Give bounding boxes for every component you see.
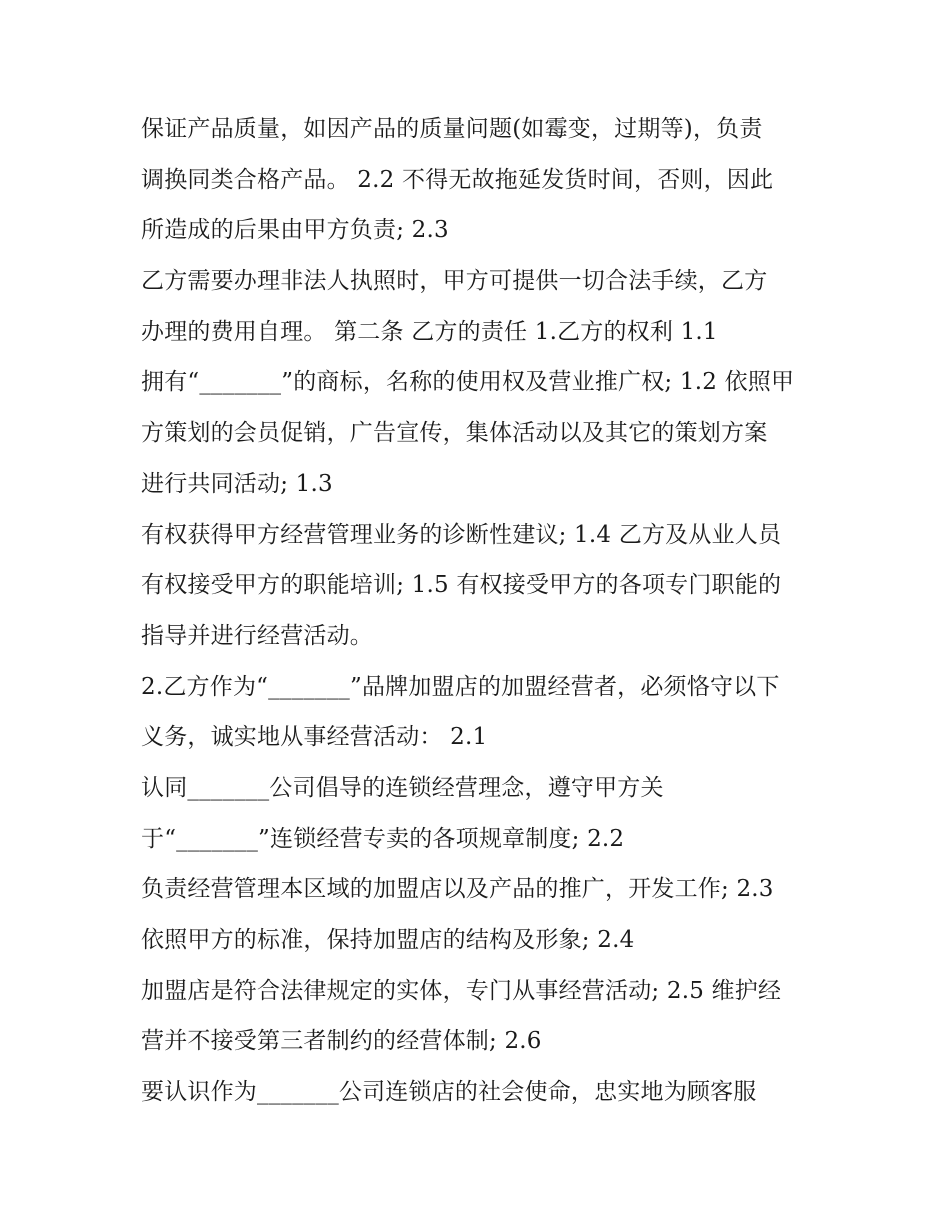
text-line: 认同_______公司倡导的连锁经营理念，遵守甲方关 (141, 774, 664, 801)
text-line: 进行共同活动; 1.3 (141, 470, 333, 497)
text-line: 方策划的会员促销，广告宣传，集体活动以及其它的策划方案 (141, 420, 768, 447)
text-line: 所造成的后果由甲方负责; 2.3 (141, 217, 449, 244)
text-line: 办理的费用自理。 第二条 乙方的责任 1.乙方的权利 1.1 (141, 318, 718, 345)
text-line: 指导并进行经营活动。 (141, 622, 373, 649)
text-line: 依照甲方的标准，保持加盟店的结构及形象; 2.4 (141, 927, 635, 953)
text-line: 于“_______”连锁经营专卖的各项规章制度; 2.2 (141, 825, 625, 852)
text-line: 调换同类合格产品。 2.2 不得无故拖延发货时间，否则，因此 (141, 166, 774, 193)
text-line: 2.乙方作为“_______”品牌加盟店的加盟经营者，必须恪守以下 (141, 673, 780, 700)
text-line: 拥有“_______”的商标，名称的使用权及营业推广权; 1.2 依照甲 (141, 369, 795, 396)
text-line: 乙方需要办理非法人执照时，甲方可提供一切合法手续，乙方 (141, 268, 768, 295)
text-line: 保证产品质量，如因产品的质量问题(如霉变，过期等)，负责 (141, 116, 763, 142)
text-line: 负责经营管理本区域的加盟店以及产品的推广，开发工作; 2.3 (141, 876, 774, 903)
text-line: 要认识作为_______公司连锁店的社会使命，忠实地为顾客服 (141, 1079, 757, 1106)
text-line: 营并不接受第三者制约的经营体制; 2.6 (141, 1028, 542, 1055)
text-line: 义务，诚实地从事经营活动： 2.1 (141, 724, 488, 751)
text-line: 加盟店是符合法律规定的实体，专门从事经营活动; 2.5 维护经 (141, 977, 782, 1004)
text-line: 有权接受甲方的职能培训; 1.5 有权接受甲方的各项专门职能的 (141, 572, 782, 599)
document-body (141, 104, 831, 1118)
text-line: 有权获得甲方经营管理业务的诊断性建议; 1.4 乙方及从业人员 (141, 521, 782, 548)
